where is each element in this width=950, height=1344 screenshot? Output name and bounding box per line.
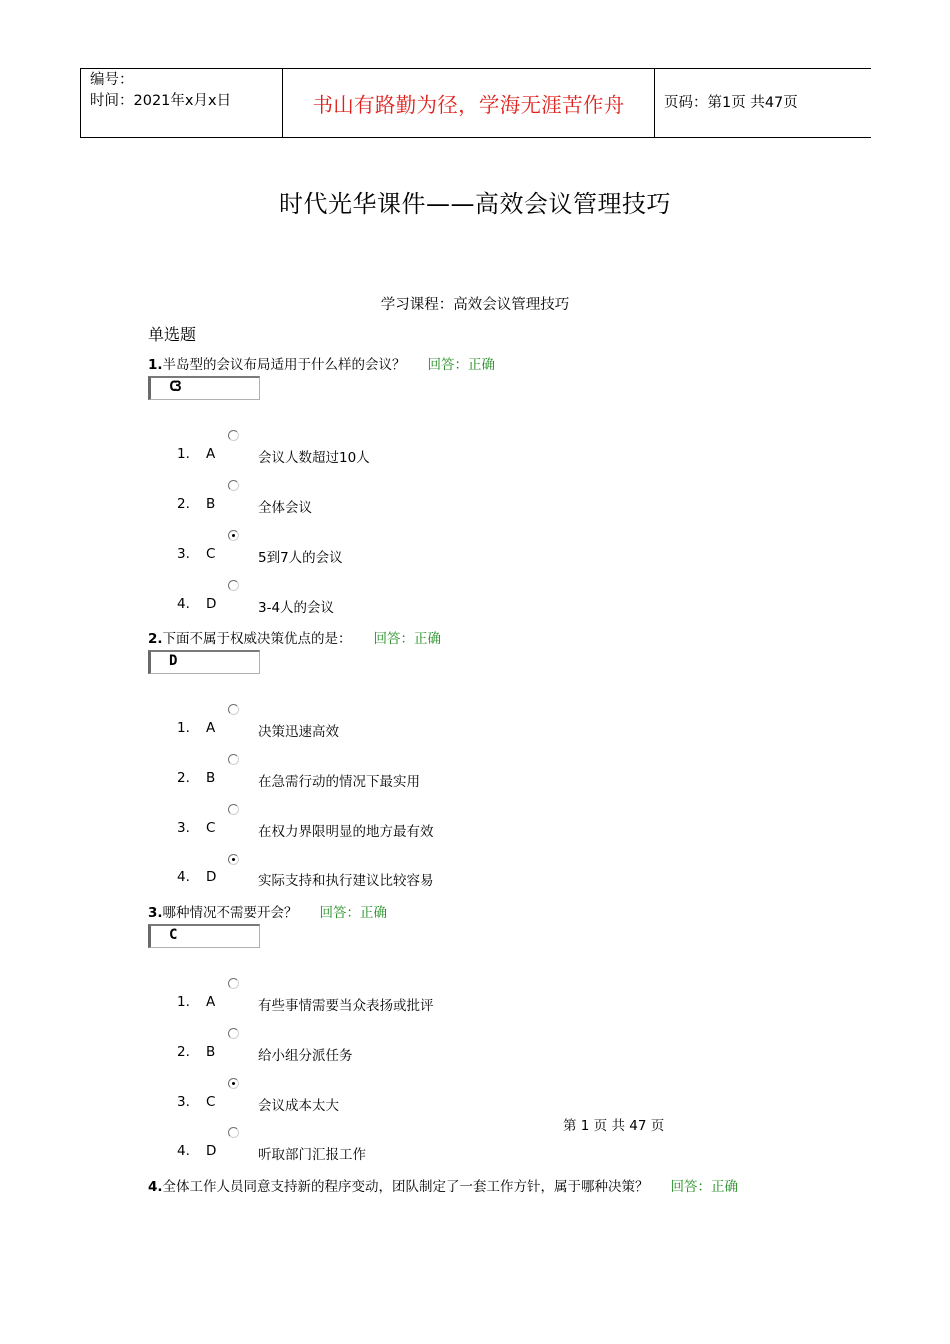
option-letter: A [206,720,216,736]
radio-option-a[interactable] [228,430,239,441]
time-label: 时间：2021年x月x日 [90,93,232,109]
answer-status: 回答：正确 [319,905,388,921]
radio-option-b[interactable] [228,480,239,491]
option-text: 实际支持和执行建议比较容易 [258,873,434,889]
question-number: 2. [148,631,163,647]
radio-dot [232,858,236,862]
radio-option-d-selected[interactable] [228,854,239,865]
radio-dot [232,534,236,538]
question-number: 1. [148,357,163,373]
option-number: 1. [177,446,190,462]
radio-dot [232,1082,236,1086]
page-number: 第 1 页 共 47 页 [563,1118,665,1134]
radio-option-b[interactable] [228,1028,239,1039]
radio-option-d[interactable] [228,1127,239,1138]
radio-option-c[interactable] [228,804,239,815]
question-3 [148,901,387,921]
motto-cell [283,69,654,137]
option-number: 3. [177,1094,190,1110]
option-text: 会议人数超过10人 [258,450,370,466]
option-letter: B [206,770,216,786]
option-number: 4. [177,596,190,612]
answer-input[interactable] [148,650,260,674]
option-number: 1. [177,720,190,736]
option-text: 在急需行动的情况下最实用 [258,774,420,790]
radio-option-b[interactable] [228,754,239,765]
option-number: 1. [177,994,190,1010]
answer-status: 回答：正确 [427,357,496,373]
option-letter: D [206,596,217,612]
option-text: 3-4人的会议 [258,600,335,616]
document-title: 时代光华课件——高效会议管理技巧 [279,190,671,218]
question-2 [148,627,441,647]
option-text: 给小组分派任务 [258,1048,353,1064]
option-text: 决策迅速高效 [258,724,339,740]
header-table [80,68,871,138]
option-text: 全体会议 [258,500,312,516]
question-1 [148,353,495,373]
section-heading: 单选题 [148,325,197,344]
option-letter: D [206,869,217,885]
option-letter: A [206,994,216,1010]
option-number: 2. [177,1044,190,1060]
option-letter: C [206,820,216,836]
answer-code: C [169,927,174,943]
option-number: 3. [177,546,190,562]
option-text: 听取部门汇报工作 [258,1147,366,1163]
option-number: 4. [177,1143,190,1159]
option-letter: B [206,1044,216,1060]
answer-status: 回答：正确 [670,1179,739,1195]
radio-option-a[interactable] [228,978,239,989]
option-letter: D [206,1143,217,1159]
radio-option-d[interactable] [228,580,239,591]
option-number: 4. [177,869,190,885]
option-number: 2. [177,770,190,786]
question-text: 半岛型的会议布局适用于什么样的会议？ [162,357,406,373]
serial-label: 编号： [90,72,134,88]
radio-option-c-selected[interactable] [228,1078,239,1089]
answer-input[interactable] [148,924,260,948]
question-number: 4. [148,1179,163,1195]
answer-status: 回答：正确 [373,631,442,647]
answer-code: D [169,653,174,669]
answer-input[interactable] [148,376,260,400]
question-4 [148,1175,738,1195]
course-title: 学习课程：高效会议管理技巧 [380,297,570,313]
radio-option-a[interactable] [228,704,239,715]
option-text: 5到7人的会议 [258,550,343,566]
motto-text: 书山有路勤为径，学海无涯苦作舟 [312,93,625,117]
option-letter: B [206,496,216,512]
radio-option-c-selected[interactable] [228,530,239,541]
option-number: 3. [177,820,190,836]
option-letter: A [206,446,216,462]
page-info: 页码：第1页 共47页 [664,95,798,111]
question-text: 下面不属于权威决策优点的是： [162,631,352,647]
option-text: 有些事情需要当众表扬或批评 [258,998,434,1014]
option-text: 在权力界限明显的地方最有效 [258,824,434,840]
question-text: 哪种情况不需要开会？ [162,905,298,921]
option-letter: C [206,546,216,562]
option-number: 2. [177,496,190,512]
header-left-cell [90,70,231,112]
question-number: 3. [148,905,163,921]
question-text: 全体工作人员同意支持新的程序变动，团队制定了一套工作方针，属于哪种决策？ [162,1179,649,1195]
answer-code: C3 [169,379,178,395]
header-divider [654,69,655,137]
option-text: 会议成本太大 [258,1098,339,1114]
option-letter: C [206,1094,216,1110]
